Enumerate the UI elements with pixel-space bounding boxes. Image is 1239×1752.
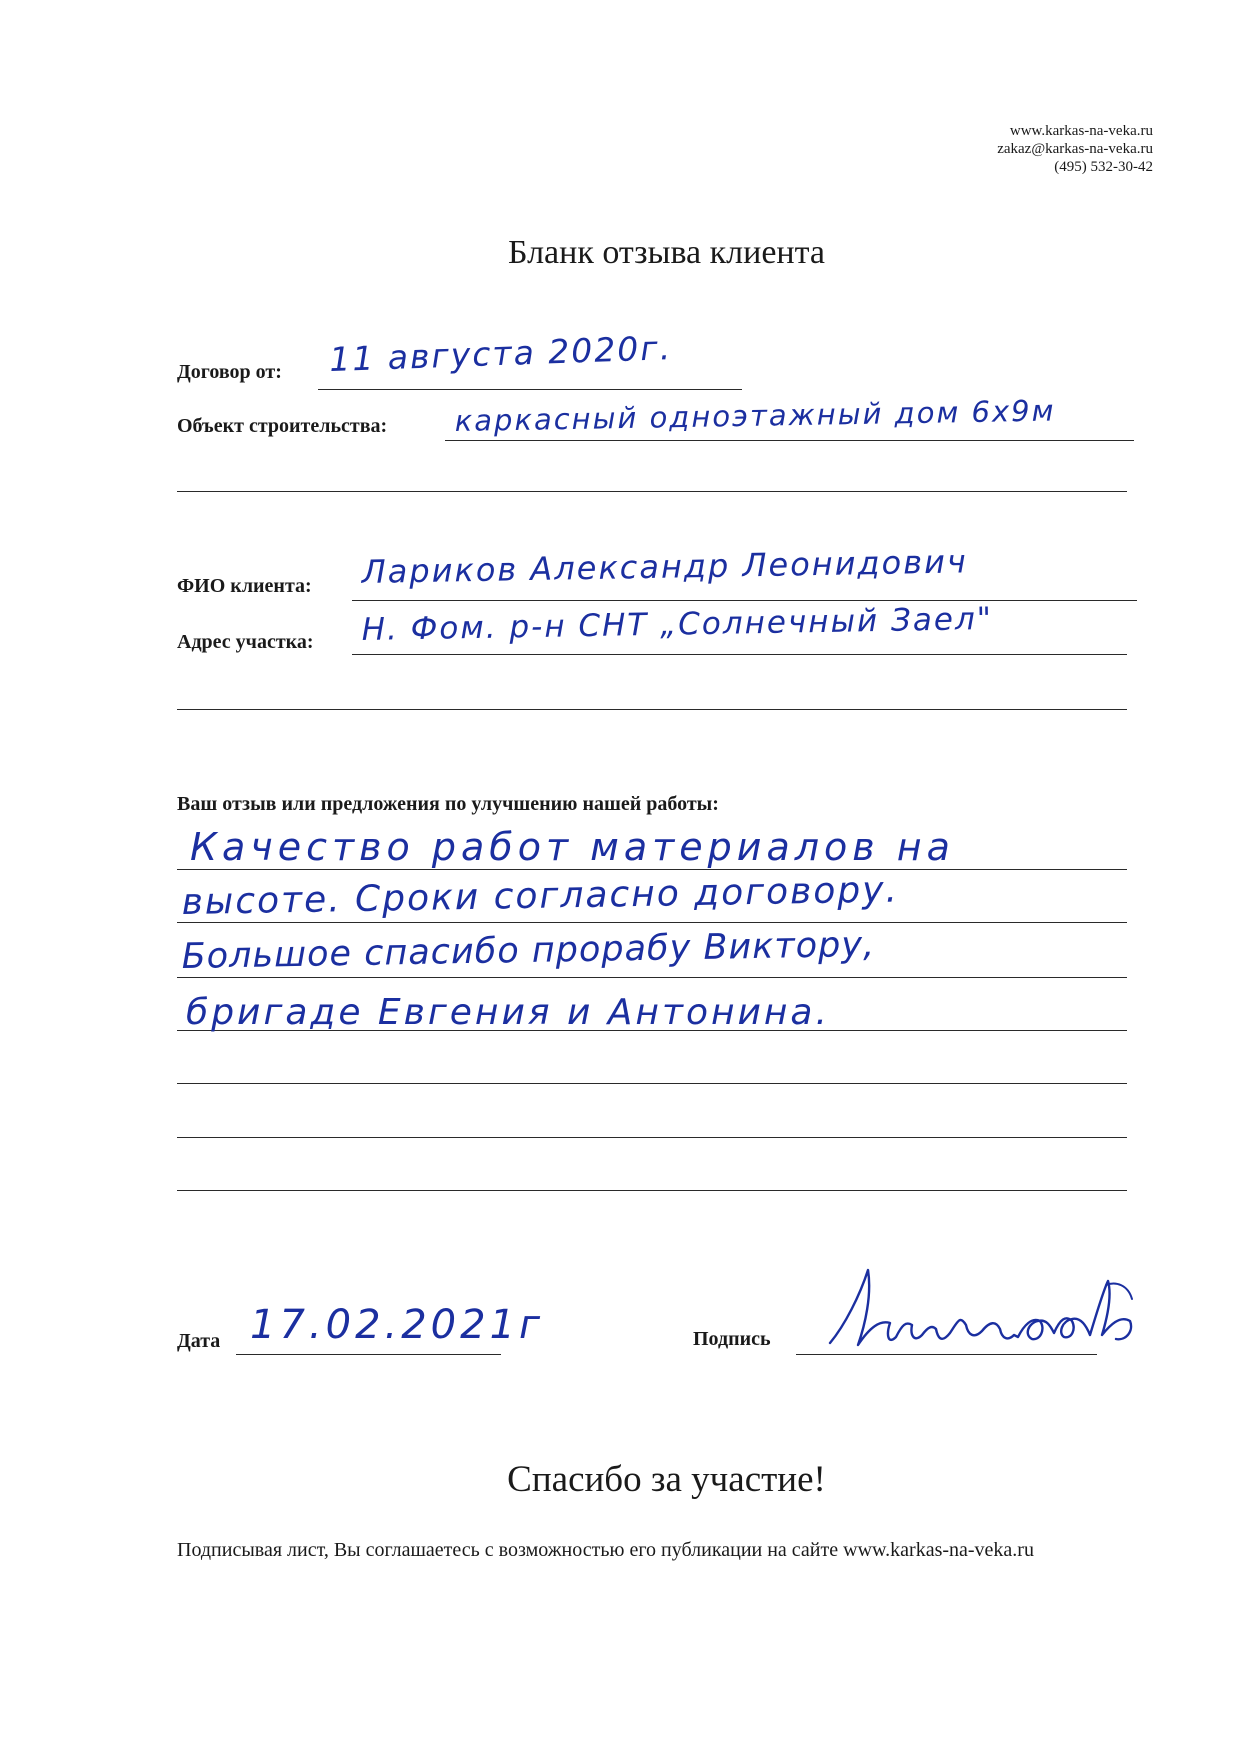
date-line [236,1354,501,1355]
thanks-heading: Спасибо за участие! [507,1459,826,1500]
consent-text: Подписывая лист, Вы соглашаетесь с возможностью его публикации на сайте www.karkas-na-veka.ru [177,1539,1034,1561]
contract-label: Договор от: [177,361,282,383]
object-label: Объект строительства: [177,415,388,437]
address-line-extra [177,709,1127,710]
feedback-line-7 [177,1190,1127,1191]
form-title: Бланк отзыва клиента [508,234,825,271]
object-line [445,440,1134,441]
feedback-line-2 [177,922,1127,923]
feedback-line-5 [177,1083,1127,1084]
feedback-line-1 [177,869,1127,870]
contact-email: zakaz@karkas-na-veka.ru [997,141,1153,157]
client-value: Лариков Александр Леонидович [361,542,969,591]
object-value: каркасный одноэтажный дом 6х9м [454,393,1056,438]
contract-value: 11 августа 2020г. [328,328,673,379]
feedback-line-3 [177,977,1127,978]
signature-image [810,1255,1155,1365]
contract-line [318,389,742,390]
contact-phone: (495) 532-30-42 [1054,159,1153,175]
contacts-block [997,122,1153,176]
signature-label: Подпись [693,1328,771,1350]
feedback-text-1: Качество работ материалов на [190,825,955,869]
signature-scribble [810,1255,1155,1365]
feedback-text-2: высоте. Сроки согласно договору. [181,869,900,923]
contact-site: www.karkas-na-veka.ru [1009,123,1153,139]
address-line [352,654,1127,655]
feedback-text-4: бригаде Евгения и Антонина. [186,992,830,1033]
feedback-line-6 [177,1137,1127,1138]
address-label: Адрес участка: [177,631,314,653]
feedback-label: Ваш отзыв или предложения по улучшению нашей работы: [177,793,719,815]
address-value: Н. Фом. р-н СНТ „Солнечный Заел" [361,600,994,648]
date-label: Дата [177,1330,221,1352]
object-line-extra [177,491,1127,492]
date-value: 17.02.2021г [250,1302,545,1348]
feedback-text-3: Большое спасибо прорабу Виктору, [181,924,876,977]
client-line [352,600,1137,601]
client-label: ФИО клиента: [177,575,312,597]
